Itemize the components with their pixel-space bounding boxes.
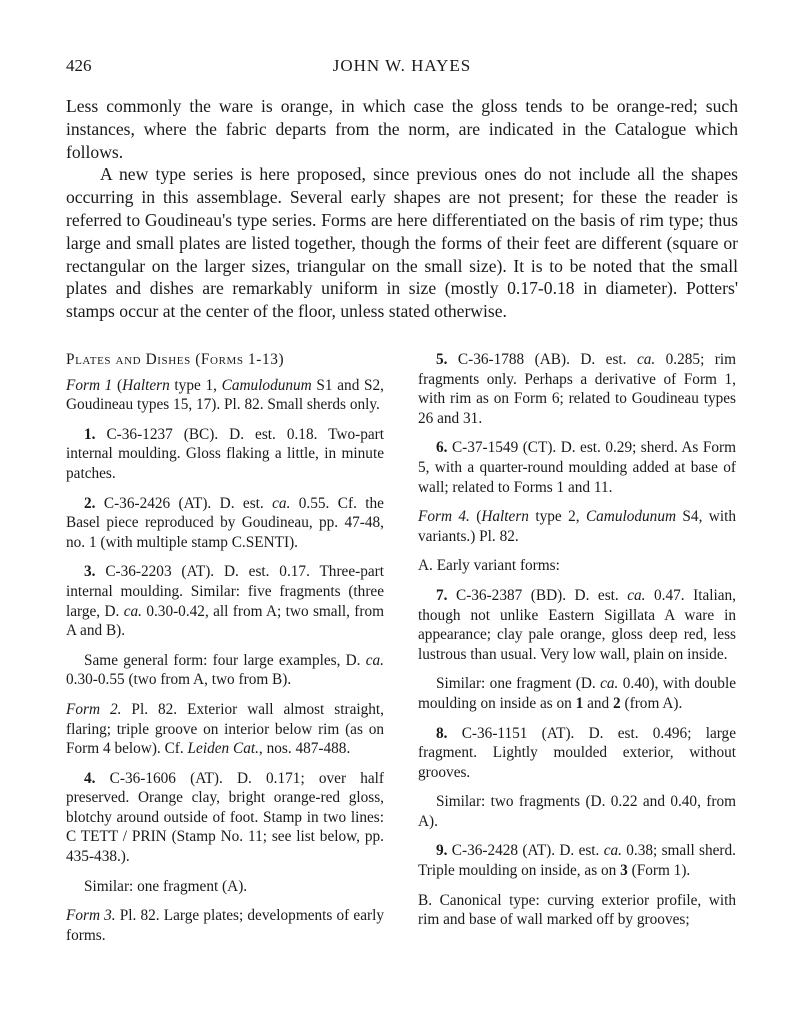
page-header xyxy=(66,56,738,80)
intro-text xyxy=(66,95,738,323)
subsection-a: A. Early variant forms: xyxy=(418,557,560,575)
catalogue-entry-1: 1. C-36-1237 (BC). D. est. 0.18. Two-part internal moulding. Gloss flaking a little, in minute patches. xyxy=(66,425,384,482)
entry-number: 8. xyxy=(436,724,448,742)
entry-number: 4. xyxy=(84,769,96,787)
catalogue-entry-7: 7. C-36-2387 (BD). D. est. ca. 0.47. Italian, though not unlike Eastern Sigillata A ware in appearance; clay pale orange, gloss deep red, less lustrous than usual. Very low wall, plain on inside. xyxy=(418,586,736,663)
entry-number: 2. xyxy=(84,494,96,512)
form-3-description: Form 3. Pl. 82. Large plates; developments of early forms. xyxy=(66,907,384,944)
form-2-description: Form 2. Pl. 82. Exterior wall almost straight, flaring; triple groove on interior below rim (as on Form 4 below). Cf. Leiden Cat., nos. 487-488. xyxy=(66,700,384,758)
intro-paragraph-2: A new type series is here proposed, since previous ones do not include all the shapes occurring in this assemblage. Several early shapes are not present; for these the reader is referred to Goudineau's type series. Forms are here differentiated on the basis of rim type; thus large and small plates are listed together, though the forms of their feet are different (square or rectangular on the larger sizes, triangular on the small size). It is to be noted that the small plates and dishes are remarkably uniform in size (mostly 0.17-0.18 in diameter). Potters' stamps occur at the center of the floor, unless stated otherwise. xyxy=(66,164,738,322)
entry-number: 3. xyxy=(84,563,96,581)
same-general-form-note: Same general form: four large examples, D. ca. 0.30-0.55 (two from A, two from B). xyxy=(66,651,384,689)
intro-paragraph-1: Less commonly the ware is orange, in which case the gloss tends to be orange-red; such instances, where the fabric departs from the norm, are indicated in the Catalogue which follows. xyxy=(66,96,738,162)
catalogue-entry-6: 6. C-37-1549 (CT). D. est. 0.29; sherd. As Form 5, with a quarter-round moulding added at base of wall; related to Forms 1 and 11. xyxy=(418,439,736,496)
form-1-description: Form 1 (Haltern type 1, Camulodunum S1 and S2, Goudineau types 15, 17). Pl. 82. Small sherds only. xyxy=(66,376,385,414)
catalogue-entry-8: 8. C-36-1151 (AT). D. est. 0.496; large fragment. Lightly moulded exterior, without grooves. xyxy=(418,724,736,781)
form-label: Form 3. xyxy=(66,907,116,925)
entry-number: 5. xyxy=(436,351,448,368)
left-column xyxy=(66,350,384,955)
entry-number: 1. xyxy=(84,425,96,443)
right-column xyxy=(418,350,736,940)
running-head: JOHN W. HAYES xyxy=(332,56,472,75)
similar-note-8: Similar: two fragments (D. 0.22 and 0.40, from A). xyxy=(418,793,736,830)
entry-number: 9. xyxy=(436,842,448,860)
form-label: Form 1 xyxy=(66,376,113,394)
similar-note-4: Similar: one fragment (A). xyxy=(84,877,248,895)
entry-number: 6. xyxy=(436,439,448,457)
entry-number: 7. xyxy=(436,586,448,604)
form-4-description: Form 4. (Haltern type 2, Camulodunum S4, with variants.) Pl. 82. xyxy=(418,508,736,545)
page-number: 426 xyxy=(66,56,92,75)
section-heading: Plates and Dishes (Forms 1-13) xyxy=(66,351,285,368)
form-label: Form 4. xyxy=(418,508,470,526)
subsection-b: B. Canonical type: curving exterior profile, with rim and base of wall marked off by grooves; xyxy=(418,891,736,929)
catalogue-entry-4: 4. C-36-1606 (AT). D. 0.171; over half preserved. Orange clay, bright orange-red gloss, blotchy around outside of foot. Stamp in two lines: C TETT / PRIN (Stamp No. 11; see list below, pp. 435-438.). xyxy=(66,769,384,866)
form-label: Form 2. xyxy=(66,700,122,718)
catalogue-entry-9: 9. C-36-2428 (AT). D. est. ca. 0.38; small sherd. Triple moulding on inside, as on 3 (Form 1). xyxy=(418,842,736,880)
catalogue-entry-5: 5. C-36-1788 (AB). D. est. ca. 0.285; rim fragments only. Perhaps a derivative of Form 1, with rim as on Form 6; related to Goudineau types 26 and 31. xyxy=(418,351,736,427)
similar-note-7: Similar: one fragment (D. ca. 0.40), with double moulding on inside as on 1 and 2 (from A). xyxy=(418,675,736,712)
catalogue-entry-3: 3. C-36-2203 (AT). D. est. 0.17. Three-part internal moulding. Similar: five fragments (three large, D. ca. 0.30-0.42, all from A; two small, from A and B). xyxy=(66,563,384,640)
catalogue-entry-2: 2. C-36-2426 (AT). D. est. ca. 0.55. Cf. the Basel piece reproduced by Goudineau, pp. 47-48, no. 1 (with multiple stamp C.SENTI). xyxy=(66,494,384,551)
